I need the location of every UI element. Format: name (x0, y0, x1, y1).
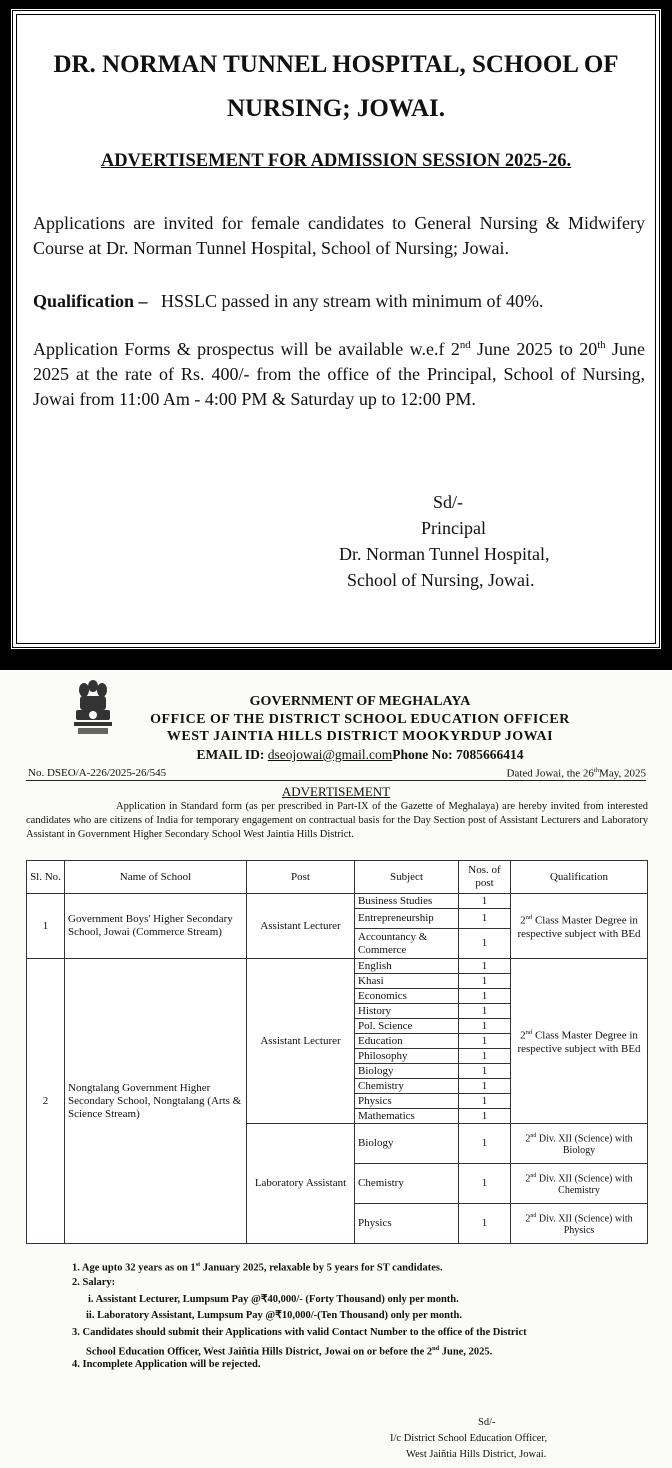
header-nos-post: Nos. of post (459, 861, 511, 894)
note-submission-c: June, 2025. (439, 1346, 493, 1358)
signature-title: Principal (421, 518, 486, 538)
row2-subject: Pol. Science (355, 1019, 459, 1034)
row2-lab-nos: 1 (459, 1164, 511, 1204)
note-submission-line-1: 3. Candidates should submit their Applications with valid Contact Number to the office of the District (72, 1327, 527, 1338)
dated-text-a: Dated Jowai, the 26 (506, 767, 594, 780)
qualification-text: HSSLC passed in any stream with minimum of 40%. (161, 291, 544, 311)
lab-qual-a: 2 (525, 1213, 531, 1225)
email-label: EMAIL ID: (196, 747, 268, 762)
qualification-label: Qualification (33, 291, 135, 311)
row2-qual-sup: nd (525, 1029, 533, 1037)
row1-subject: Accountancy & Commerce (355, 929, 459, 959)
note-submission-line-2 (86, 1342, 492, 1360)
row2-school: Nongtalang Government Higher Secondary School, Nongtalang (Arts & Science Stream) (65, 959, 247, 1244)
row2-qualification-lecturer (511, 959, 648, 1124)
intro-paragraph: Application in Standard form (as per prescribed in Part-IX of the Gazette of Meghalaya) are hereby invited from interested candidates who are citizens of India for temporary engagement on contractual basis for the Day Section post of Assistant Lecturers and Laboratory Assistant in Government Higher Secondary School West Jaintia Hills District. (26, 801, 648, 840)
note-age-b: January 2025, relaxable by 5 years for ST candidates. (200, 1262, 443, 1274)
title-line-2: NURSING; JOWAI. (226, 95, 446, 122)
header-school: Name of School (65, 861, 247, 894)
row2-nos: 1 (459, 1019, 511, 1034)
lab-qual-text: Div. XII (Science) with Physics (536, 1213, 633, 1236)
lab-qual-sup: nd (530, 1173, 537, 1180)
row2-post-lab-assistant: Laboratory Assistant (247, 1124, 355, 1244)
row2-nos: 1 (459, 1004, 511, 1019)
note-age-a: 1. Age upto 32 years as on 1 (72, 1262, 196, 1274)
qualification-dash: – (134, 291, 148, 311)
dseo-sd: Sd/- (478, 1417, 496, 1428)
row2-subject: Physics (355, 1094, 459, 1109)
row2-subject: Chemistry (355, 1079, 459, 1094)
row2-qual-b: Class Master Degree in respective subject with BEd (517, 1029, 641, 1055)
lab-qual-sup: nd (530, 1133, 537, 1140)
row2-subject: Khasi (355, 974, 459, 989)
row1-subject: Entrepreneurship (355, 909, 459, 929)
row2-nos: 1 (459, 989, 511, 1004)
row2-subject: English (355, 959, 459, 974)
lab-qual-text: Div. XII (Science) with Chemistry (536, 1173, 633, 1196)
row2-sl: 2 (27, 959, 65, 1244)
lab-qual-text: Div. XII (Science) with Biology (536, 1133, 633, 1156)
advertisement-heading: ADVERTISEMENT (281, 784, 391, 799)
row1-nos: 1 (459, 894, 511, 909)
qualification-paragraph (33, 289, 645, 314)
row2-subject: Biology (355, 1064, 459, 1079)
row2-nos: 1 (459, 1064, 511, 1079)
dseo-advertisement (0, 670, 672, 1468)
note-age (72, 1258, 443, 1276)
row2-nos: 1 (459, 1049, 511, 1064)
nursing-title (13, 45, 659, 129)
row2-nos: 1 (459, 1109, 511, 1124)
contact-header (110, 747, 610, 763)
row2-subject: Education (355, 1034, 459, 1049)
invitation-paragraph: Applications are invited for female candidates to General Nursing & Midwifery Course at Dr. Norman Tunnel Hospital, School of Nursing; Jowai. (33, 213, 645, 258)
forms-sup-1: nd (459, 339, 471, 351)
note-salary-lecturer: i. Assistant Lecturer, Lumpsum Pay @₹40,000/- (Forty Thousand) only per month. (88, 1294, 459, 1305)
row2-subject: Philosophy (355, 1049, 459, 1064)
row2-lab-nos: 1 (459, 1124, 511, 1164)
note-salary-lab: ii. Laboratory Assistant, Lumpsum Pay @₹10,000/-(Ten Thousand) only per month. (86, 1310, 462, 1321)
note-salary: 2. Salary: (72, 1277, 116, 1288)
row2-lab-subject: Chemistry (355, 1164, 459, 1204)
district-header: WEST JAINTIA HILLS DISTRICT MOOKYRDUP JOWAI (166, 729, 554, 744)
signature-org-line-1: Dr. Norman Tunnel Hospital, (339, 544, 550, 564)
row1-qual-a: 2 (520, 914, 526, 927)
row1-qualification (511, 894, 648, 959)
office-header: OFFICE OF THE DISTRICT SCHOOL EDUCATION OFFICER (150, 712, 570, 727)
row2-nos: 1 (459, 1094, 511, 1109)
row2-lab-nos: 1 (459, 1204, 511, 1244)
vacancy-table (26, 860, 648, 1244)
header-qualification: Qualification (511, 861, 648, 894)
row1-nos: 1 (459, 929, 511, 959)
note-submission-sup: nd (432, 1345, 440, 1352)
row2-post-lecturer: Assistant Lecturer (247, 959, 355, 1124)
email-link[interactable]: dseojowai@gmail.com (267, 747, 393, 762)
signature-sd: Sd/- (433, 492, 464, 512)
row2-subject: Economics (355, 989, 459, 1004)
row2-lab-qualification (511, 1204, 648, 1244)
lab-qual-a: 2 (525, 1133, 531, 1145)
title-line-1: DR. NORMAN TUNNEL HOSPITAL, SCHOOL OF (53, 51, 619, 78)
row1-subject: Business Studies (355, 894, 459, 909)
row2-lab-qualification (511, 1164, 648, 1204)
dated-line (507, 767, 646, 780)
forms-text-b: June 2025 to 20 (470, 339, 598, 359)
header-divider (26, 780, 646, 781)
reference-number: No. DSEO/A-226/2025-26/545 (28, 767, 167, 779)
header-sl-no: Sl. No. (27, 861, 65, 894)
dseo-sig-line-1: I/c District School Education Officer, (390, 1433, 548, 1444)
row2-nos: 1 (459, 1034, 511, 1049)
row2-lab-subject: Physics (355, 1204, 459, 1244)
dseo-sig-line-2: West Jaiñtia Hills District, Jowai. (406, 1449, 547, 1460)
row1-qual-sup: nd (525, 914, 533, 922)
dated-text-b: May, 2025 (599, 767, 646, 780)
forms-text-a: Application Forms & prospectus will be available w.e.f 2 (33, 339, 460, 359)
govt-header: GOVERNMENT OF MEGHALAYA (249, 694, 471, 709)
note-submission-b: School Education Officer, West Jaiñtia Hills District, Jowai on or before the 2 (86, 1346, 433, 1358)
row1-nos: 1 (459, 909, 511, 929)
header-subject: Subject (355, 861, 459, 894)
forms-sup-2: th (597, 339, 606, 351)
phone-number: Phone No: 7085666414 (392, 747, 524, 762)
forms-paragraph (33, 333, 645, 412)
row2-subject: Mathematics (355, 1109, 459, 1124)
table-header-row (27, 861, 648, 894)
row2-lab-qualification (511, 1124, 648, 1164)
row2-qual-a: 2 (520, 1029, 526, 1042)
signature-org-line-2: School of Nursing, Jowai. (347, 570, 535, 590)
note-incomplete: 4. Incomplete Application will be rejected. (72, 1359, 261, 1370)
row2-nos: 1 (459, 959, 511, 974)
row2-nos: 1 (459, 974, 511, 989)
row1-school: Government Boys' Higher Secondary School, Jowai (Commerce Stream) (65, 894, 247, 959)
table-row (27, 894, 648, 909)
lab-qual-sup: nd (530, 1213, 537, 1220)
row2-lab-subject: Biology (355, 1124, 459, 1164)
row1-post: Assistant Lecturer (247, 894, 355, 959)
row1-qual-b: Class Master Degree in respective subject with BEd (517, 914, 641, 940)
nursing-advertisement (10, 8, 662, 650)
admission-subtitle: ADVERTISEMENT FOR ADMISSION SESSION 2025-26. (100, 151, 572, 171)
dated-sup: th (593, 767, 600, 774)
lab-qual-a: 2 (525, 1173, 531, 1185)
table-row (27, 959, 648, 974)
row2-nos: 1 (459, 1079, 511, 1094)
forms-text-c: June 2025 at the rate of Rs. 400/- from the office of the Principal, School of Nursing, Jowai from 11:00 Am - 4:00 PM & Saturday up to 12:00 PM. (33, 339, 646, 409)
header-post: Post (247, 861, 355, 894)
note-age-sup: st (195, 1261, 201, 1268)
row2-subject: History (355, 1004, 459, 1019)
row1-sl: 1 (27, 894, 65, 959)
